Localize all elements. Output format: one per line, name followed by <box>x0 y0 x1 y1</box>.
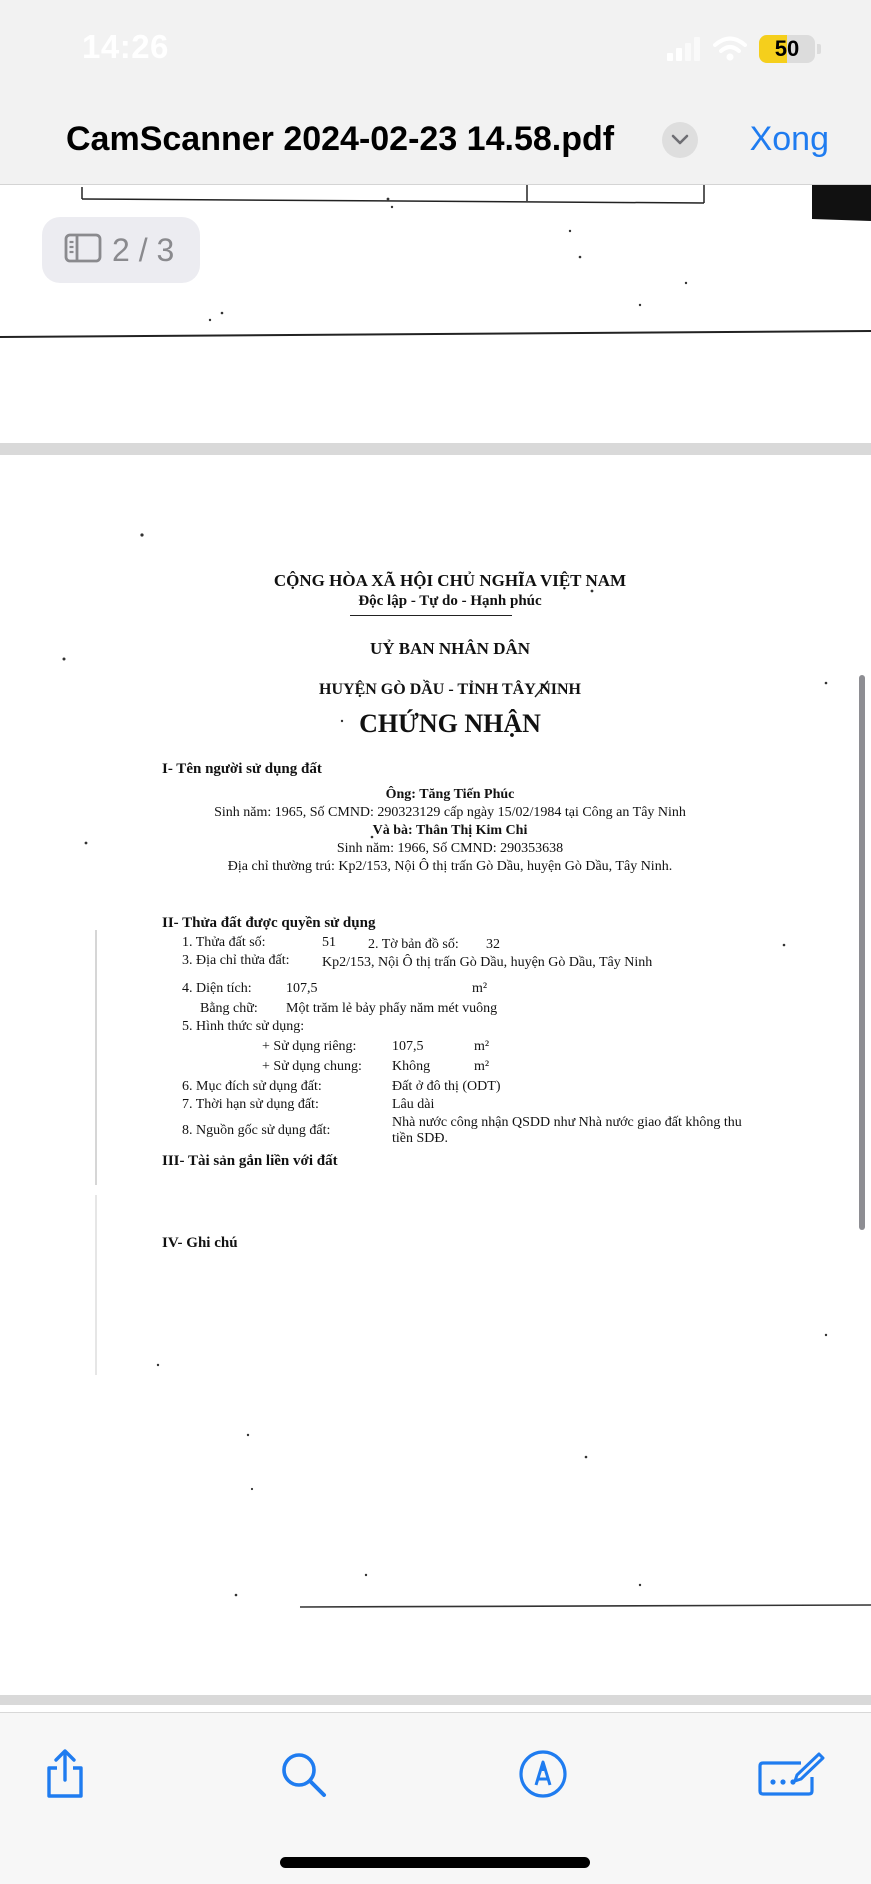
address-label: 3. Địa chỉ thửa đất: <box>182 953 290 968</box>
shared-use-label: + Sử dụng chung: <box>262 1059 362 1074</box>
origin-value-line2: tiền SDĐ. <box>392 1131 448 1146</box>
shared-use-unit: m² <box>474 1059 490 1074</box>
wifi-icon <box>713 36 747 62</box>
document-title[interactable]: CamScanner 2024-02-23 14.58.pdf <box>66 120 615 158</box>
home-indicator[interactable] <box>280 1857 590 1868</box>
page-separator-bottom <box>0 1695 871 1705</box>
header-underline <box>350 615 512 616</box>
battery-icon <box>759 35 815 63</box>
private-use-unit: m² <box>474 1039 490 1054</box>
status-time: 14:26 <box>82 28 169 65</box>
nav-bar <box>0 100 871 185</box>
area-words-label: Bằng chữ: <box>200 1001 258 1016</box>
section1-title: I- Tên người sử dụng đất <box>162 761 322 777</box>
origin-value-line1: Nhà nước công nhận QSDD như Nhà nước giao đất không thu <box>392 1115 742 1130</box>
page-indicator-text: 2 / 3 <box>112 231 175 268</box>
bottom-toolbar <box>0 1712 871 1884</box>
purpose-value: Đất ở đô thị (ODT) <box>392 1079 501 1094</box>
term-value: Lâu dài <box>392 1097 435 1112</box>
section2-title: II- Thửa đất được quyền sử dụng <box>162 915 376 931</box>
parcel-label: 1. Thửa đất số: <box>182 935 266 950</box>
sidebar-icon <box>64 233 102 268</box>
area-unit: m² <box>472 981 488 996</box>
purpose-label: 6. Mục đích sử dụng đất: <box>182 1079 322 1094</box>
scrollbar-thumb[interactable] <box>859 675 865 1230</box>
search-icon <box>279 1750 327 1803</box>
doc-district: HUYỆN GÒ DẦU - TỈNH TÂY NINH <box>319 681 581 698</box>
markup-icon <box>518 1749 568 1804</box>
page-separator <box>0 443 871 455</box>
section3-title: III- Tài sản gắn liền với đất <box>162 1153 338 1169</box>
address-value: Kp2/153, Nội Ô thị trấn Gò Dầu, huyện Gò Dầu, Tây Ninh <box>322 955 653 970</box>
status-icons <box>667 33 821 65</box>
battery-tip <box>817 44 821 54</box>
term-label: 7. Thời hạn sử dụng đất: <box>182 1097 319 1112</box>
spouse-details: Sinh năm: 1966, Số CMND: 290353638 <box>336 841 564 856</box>
doc-header-line1: CỘNG HÒA XÃ HỘI CHỦ NGHĨA VIỆT NAM <box>273 571 627 590</box>
annotate-icon <box>757 1751 825 1802</box>
done-button[interactable]: Xong <box>749 120 829 158</box>
address-line: Địa chỉ thường trú: Kp2/153, Nội Ô thị trấn Gò Dầu, huyện Gò Dầu, Tây Ninh. <box>227 859 673 874</box>
shared-use-value: Không <box>392 1059 431 1074</box>
usage-form-label: 5. Hình thức sử dụng: <box>182 1019 305 1034</box>
private-use-label: + Sử dụng riêng: <box>262 1039 357 1054</box>
doc-committee: UỶ BAN NHÂN DÂN <box>369 639 531 658</box>
chevron-down-icon[interactable] <box>662 122 698 158</box>
share-icon <box>42 1748 88 1805</box>
page-indicator[interactable] <box>42 217 200 283</box>
section4-title: IV- Ghi chú <box>162 1235 238 1251</box>
area-label: 4. Diện tích: <box>182 981 252 996</box>
area-value: 107,5 <box>286 981 318 996</box>
current-page <box>0 455 871 1695</box>
status-bar <box>0 0 871 100</box>
map-value: 32 <box>486 937 500 952</box>
spouse-line: Và bà: Thân Thị Kim Chi <box>372 823 528 838</box>
battery-level: 50 <box>774 36 800 61</box>
owner-line: Ông: Tăng Tiến Phúc <box>385 787 515 802</box>
share-button[interactable] <box>36 1747 94 1805</box>
origin-label: 8. Nguồn gốc sử dụng đất: <box>182 1123 331 1138</box>
owner-details: Sinh năm: 1965, Số CMND: 290323129 cấp ngày 15/02/1984 tại Công an Tây Ninh <box>214 805 686 820</box>
parcel-value: 51 <box>322 935 336 950</box>
annotate-button[interactable] <box>756 1747 826 1805</box>
map-label: 2. Tờ bản đồ số: <box>368 937 459 952</box>
signal-icon <box>667 37 701 61</box>
area-words-value: Một trăm lẻ bảy phẩy năm mét vuông <box>286 1001 498 1016</box>
private-use-value: 107,5 <box>392 1039 424 1054</box>
document-viewport[interactable] <box>0 185 871 1712</box>
search-button[interactable] <box>274 1747 332 1805</box>
doc-title: CHỨNG NHẬN <box>359 709 541 738</box>
doc-header-line2: Độc lập - Tự do - Hạnh phúc <box>358 593 542 609</box>
markup-button[interactable] <box>514 1747 572 1805</box>
